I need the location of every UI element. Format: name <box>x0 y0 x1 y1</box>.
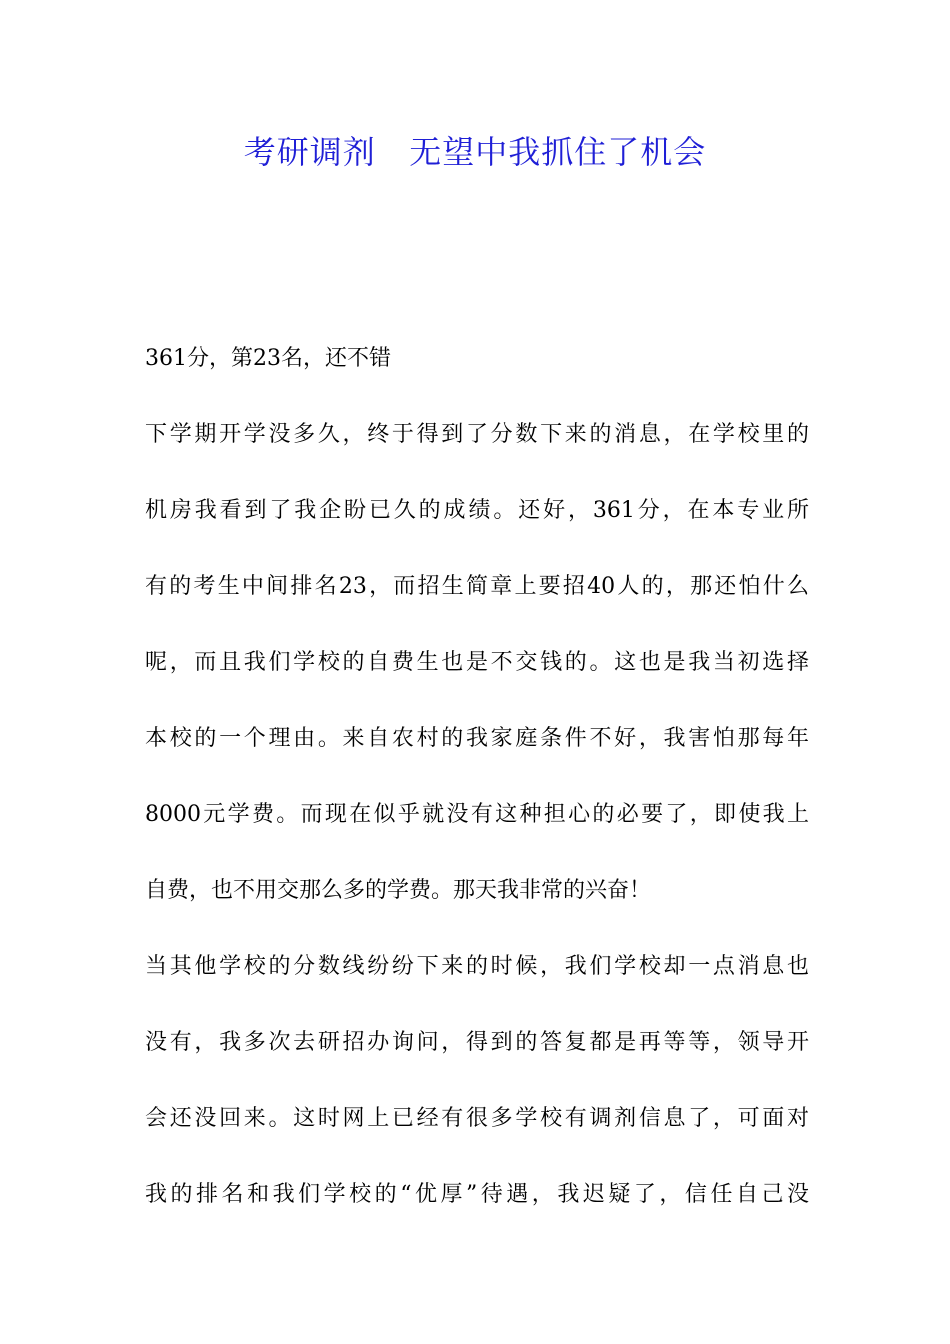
paragraph-line: 没有，我多次去研招办询问，得到的答复都是再等等，领导开 <box>145 1030 809 1055</box>
paragraph-line: 有的考生中间排名23，而招生简章上要招40人的，那还怕什么 <box>145 574 809 599</box>
document-body <box>145 336 809 1248</box>
document-title: 考研调剂 无望中我抓住了机会 <box>243 133 707 171</box>
paragraph-line: 我的排名和我们学校的“优厚”待遇，我迟疑了，信任自己没 <box>145 1182 809 1207</box>
paragraph-line: 呢，而且我们学校的自费生也是不交钱的。这也是我当初选择 <box>145 650 809 675</box>
paragraph-line: 当其他学校的分数线纷纷下来的时候，我们学校却一点消息也 <box>145 954 809 979</box>
paragraph-line: 本校的一个理由。来自农村的我家庭条件不好，我害怕那每年 <box>145 726 809 751</box>
paragraph-line: 机房我看到了我企盼已久的成绩。还好，361分，在本专业所 <box>145 498 809 523</box>
subheading: 361分，第23名，还不错 <box>145 346 391 371</box>
paragraph-line: 会还没回来。这时网上已经有很多学校有调剂信息了，可面对 <box>145 1106 809 1131</box>
paragraph-line: 8000元学费。而现在似乎就没有这种担心的必要了，即使我上 <box>145 802 809 827</box>
paragraph-line: 下学期开学没多久，终于得到了分数下来的消息，在学校里的 <box>145 422 809 447</box>
paragraph-line: 自费，也不用交那么多的学费。那天我非常的兴奋！ <box>145 878 652 903</box>
